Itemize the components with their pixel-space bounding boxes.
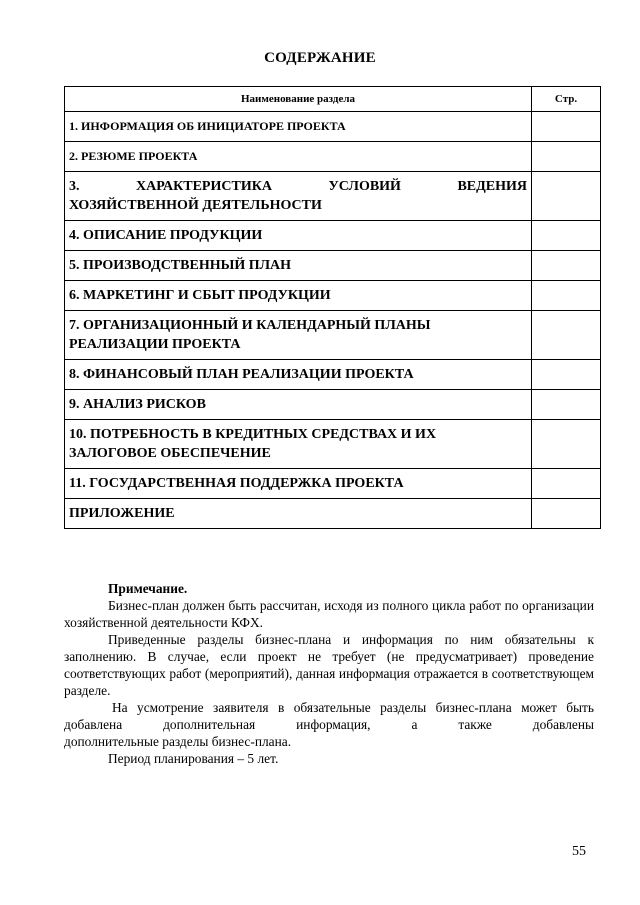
table-row [65, 499, 601, 529]
table-row [65, 142, 601, 172]
section-name [65, 311, 532, 360]
table-header-row [65, 87, 601, 112]
section-page [532, 469, 601, 499]
section-name-line-1: 7. ОРГАНИЗАЦИОННЫЙ И КАЛЕНДАРНЫЙ ПЛАНЫ [69, 318, 431, 333]
section-name: 1. ИНФОРМАЦИЯ ОБ ИНИЦИАТОРЕ ПРОЕКТА [65, 112, 532, 142]
section-name-line-2: РЕАЛИЗАЦИИ ПРОЕКТА [69, 337, 241, 352]
table-row [65, 221, 601, 251]
section-page [532, 360, 601, 390]
section-page [532, 142, 601, 172]
section-page [532, 221, 601, 251]
table-row [65, 251, 601, 281]
section-page [532, 251, 601, 281]
section-name-line-1: 10. ПОТРЕБНОСТЬ В КРЕДИТНЫХ СРЕДСТВАХ И ИХ [69, 427, 437, 442]
section-name-line-2: ЗАЛОГОВОЕ ОБЕСПЕЧЕНИЕ [69, 446, 271, 461]
note-block [64, 580, 594, 767]
table-row [65, 420, 601, 469]
section-name: ПРИЛОЖЕНИЕ [65, 499, 532, 529]
section-name: 8. ФИНАНСОВЫЙ ПЛАН РЕАЛИЗАЦИИ ПРОЕКТА [65, 360, 532, 390]
table-row [65, 281, 601, 311]
table-row [65, 360, 601, 390]
table-row [65, 311, 601, 360]
section-name: 2. РЕЗЮМЕ ПРОЕКТА [65, 142, 532, 172]
note-paragraph: Период планирования – 5 лет. [108, 751, 279, 766]
note-paragraph: дополнительные разделы бизнес-плана. [64, 734, 292, 749]
note-heading: Примечание. [108, 581, 188, 596]
section-page [532, 499, 601, 529]
page-number: 55 [572, 844, 586, 859]
section-page [532, 390, 601, 420]
table-row [65, 390, 601, 420]
section-name: 6. МАРКЕТИНГ И СБЫТ ПРОДУКЦИИ [65, 281, 532, 311]
note-paragraph: На усмотрение заявителя в обязательные разделы бизнес-плана может быть добавлена дополнительная информация, а также добавлены [64, 700, 594, 732]
header-section-name: Наименование раздела [65, 87, 532, 112]
section-name [65, 172, 532, 221]
section-name-line-2: ХОЗЯЙСТВЕННОЙ ДЕЯТЕЛЬНОСТИ [69, 198, 322, 213]
section-page [532, 281, 601, 311]
note-paragraph: Приведенные разделы бизнес-плана и информация по ним обязательны к заполнению. В случае, если проект не требует (не предусматривает) проведение соответствующих работ (мероприятий), данная информация отражается в соответствующем разделе. [64, 632, 594, 698]
table-row [65, 469, 601, 499]
note-paragraph: Бизнес-план должен быть рассчитан, исходя из полного цикла работ по организации хозяйственной деятельности КФХ. [64, 598, 594, 630]
section-name: 4. ОПИСАНИЕ ПРОДУКЦИИ [65, 221, 532, 251]
table-row [65, 112, 601, 142]
section-name: 9. АНАЛИЗ РИСКОВ [65, 390, 532, 420]
section-page [532, 172, 601, 221]
section-page [532, 420, 601, 469]
section-name-line-1: 3. ХАРАКТЕРИСТИКА УСЛОВИЙ ВЕДЕНИЯ [69, 179, 527, 194]
table-row [65, 172, 601, 221]
header-page: Стр. [532, 87, 601, 112]
section-name: 11. ГОСУДАРСТВЕННАЯ ПОДДЕРЖКА ПРОЕКТА [65, 469, 532, 499]
page-title: СОДЕРЖАНИЕ [264, 50, 376, 66]
contents-table [64, 86, 601, 529]
section-page [532, 311, 601, 360]
section-name: 5. ПРОИЗВОДСТВЕННЫЙ ПЛАН [65, 251, 532, 281]
section-name [65, 420, 532, 469]
section-page [532, 112, 601, 142]
